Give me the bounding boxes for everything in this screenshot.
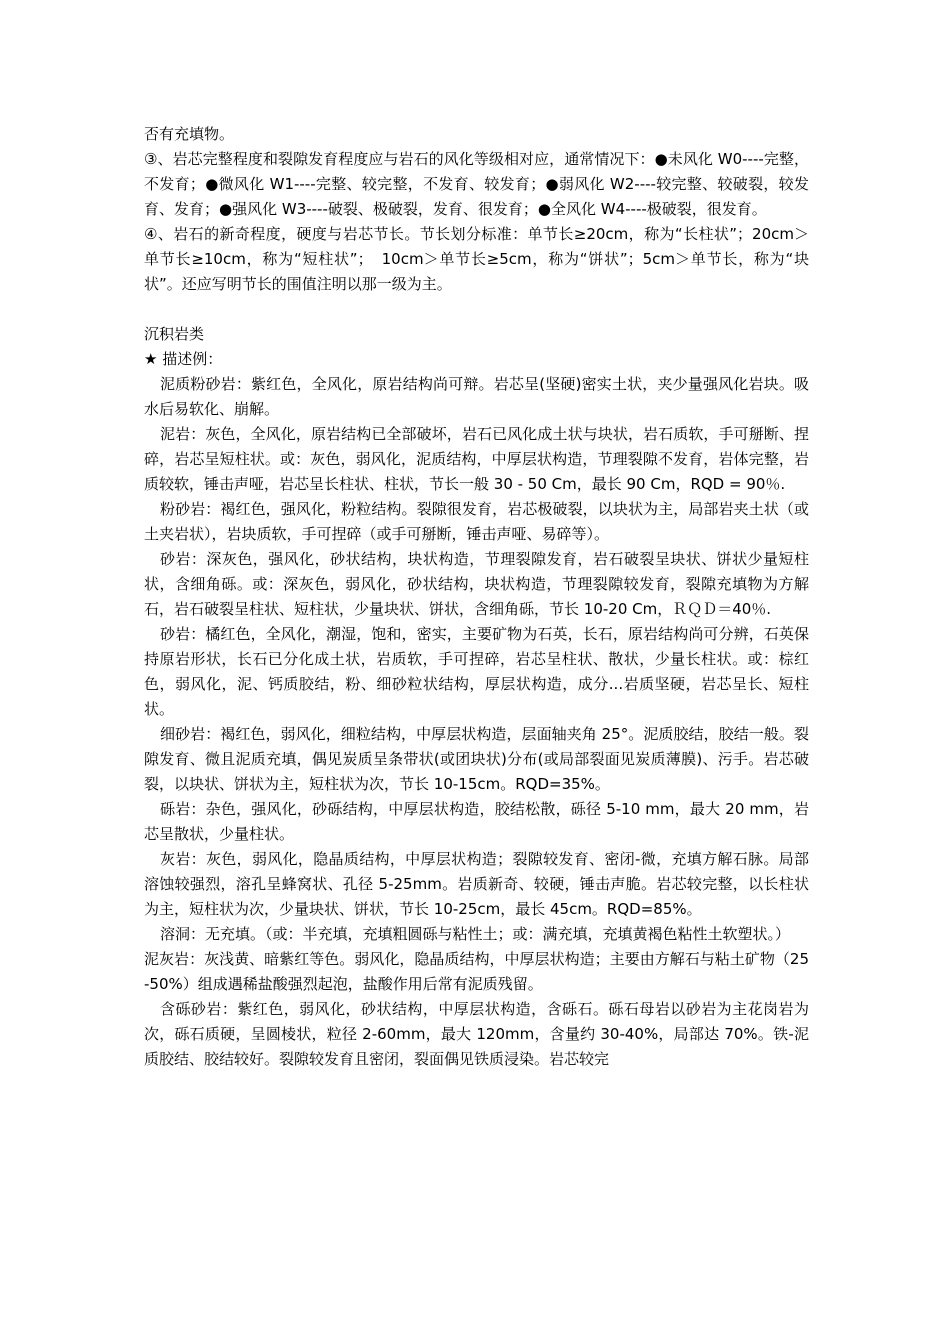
example-sandstone-grey: 砂岩：深灰色，强风化，砂状结构，块状构造，节理裂隙发育，岩石破裂呈块状、饼状少量短柱状，含细角砾。或：深灰色，弱风化，砂状结构，块状构造，节理裂隙较发育，裂隙充填物为方解石，岩石破裂呈柱状、短柱状，少量块状、饼状，含细角砾，节长 10-20 Cm，ＲＱＤ＝40％. bbox=[144, 550, 809, 618]
section-title: 沉积岩类 bbox=[144, 325, 205, 343]
intro-paragraph-1: 否有充填物。 bbox=[144, 125, 235, 143]
example-conglomerate: 砾岩：杂色，强风化，砂砾结构，中厚层状构造，胶结松散，砾径 5-10 mm，最大 20 mm，岩芯呈散状，少量柱状。 bbox=[144, 800, 809, 843]
example-fine-sandstone: 细砂岩：褐红色，弱风化，细粒结构，中厚层状构造，层面轴夹角 25°。泥质胶结，胶结一般。裂隙发育、微且泥质充填，偶见炭质呈条带状(或团块状)分布(或局部裂面见炭质薄膜)、污手。岩芯破裂，以块状、饼状为主，短柱状为次，节长 10-15cm。RQD=35%。 bbox=[144, 725, 809, 793]
intro-paragraph-segment-length: ④、岩石的新奇程度，硬度与岩芯节长。节长划分标准：单节长≥20cm，称为“长柱状”；20cm＞单节长≥10cm，称为“短柱状”； 10cm＞单节长≥5cm，称为“饼状”；5cm＞单节长，称为“块状”。还应写明节长的围值注明以那一级为主。 bbox=[144, 225, 809, 293]
example-heading: ★ 描述例： bbox=[144, 350, 223, 368]
example-muddy-siltstone: 泥质粉砂岩：紫红色，全风化，原岩结构尚可辩。岩芯呈(坚硬)密实土状，夹少量强风化岩块。吸水后易软化、崩解。 bbox=[144, 375, 809, 418]
paragraph-gap bbox=[144, 297, 809, 322]
intro-paragraph-weathering: ③、岩芯完整程度和裂隙发育程度应与岩石的风化等级相对应，通常情况下：●未风化 W0----完整，不发育；●微风化 W1----完整、较完整，不发育、较发育；●弱风化 W2----较完整、较破裂，较发育、发育；●强风化 W3----破裂、极破裂，发育、很发育；●全风化 W4----极破裂，很发育。 bbox=[144, 150, 809, 218]
example-limestone: 灰岩：灰色，弱风化，隐晶质结构，中厚层状构造；裂隙较发育、密闭-微，充填方解石脉。局部溶蚀较强烈，溶孔呈蜂窝状、孔径 5-25mm。岩质新奇、较硬，锤击声脆。岩芯较完整，以长柱状为主，短柱状为次，少量块状、饼状，节长 10-25cm，最长 45cm。RQD=85%。 bbox=[144, 850, 809, 918]
example-karst-cave: 溶洞：无充填。（或：半充填，充填粗圆砾与粘性土；或：满充填，充填黄褐色粘性土软塑状。） bbox=[160, 925, 791, 943]
example-mudstone: 泥岩：灰色，全风化，原岩结构已全部破坏，岩石已风化成土状与块状，岩石质软，手可掰断、捏碎，岩芯呈短柱状。或：灰色，弱风化，泥质结构，中厚层状构造，节理裂隙不发育，岩体完整，岩质较软，锤击声哑，岩芯呈长柱状、柱状，节长一般 30 - 50 Cm，最长 90 Cm，RQD = 90％. bbox=[144, 425, 809, 493]
example-pebbly-sandstone: 含砾砂岩：紫红色，弱风化，砂状结构，中厚层状构造，含砾石。砾石母岩以砂岩为主花岗岩为次，砾石质硬，呈圆棱状，粒径 2-60mm，最大 120mm，含量约 30-40%，局部达 70%。铁-泥质胶结、胶结较好。裂隙较发育且密闭，裂面偶见铁质浸染。岩芯较完 bbox=[144, 1000, 809, 1068]
example-marl: 泥灰岩：灰浅黄、暗紫红等色。弱风化，隐晶质结构，中厚层状构造；主要由方解石与粘土矿物（25-50%）组成遇稀盐酸强烈起泡，盐酸作用后常有泥质残留。 bbox=[144, 950, 809, 993]
example-siltstone: 粉砂岩：褐红色，强风化，粉粒结构。裂隙很发育，岩芯极破裂，以块状为主，局部岩夹土状（或土夹岩状），岩块质软，手可捏碎（或手可掰断，锤击声哑、易碎等）。 bbox=[144, 500, 809, 543]
document-page bbox=[144, 122, 809, 1072]
example-sandstone-orange: 砂岩：橘红色，全风化，潮湿，饱和，密实，主要矿物为石英，长石，原岩结构尚可分辨，石英保持原岩形状，长石已分化成土状，岩质软，手可捏碎，岩芯呈柱状、散状，少量长柱状。或：棕红色，弱风化，泥、钙质胶结，粉、细砂粒状结构，厚层状构造，成分...岩质坚硬，岩芯呈长、短柱状。 bbox=[144, 625, 809, 718]
